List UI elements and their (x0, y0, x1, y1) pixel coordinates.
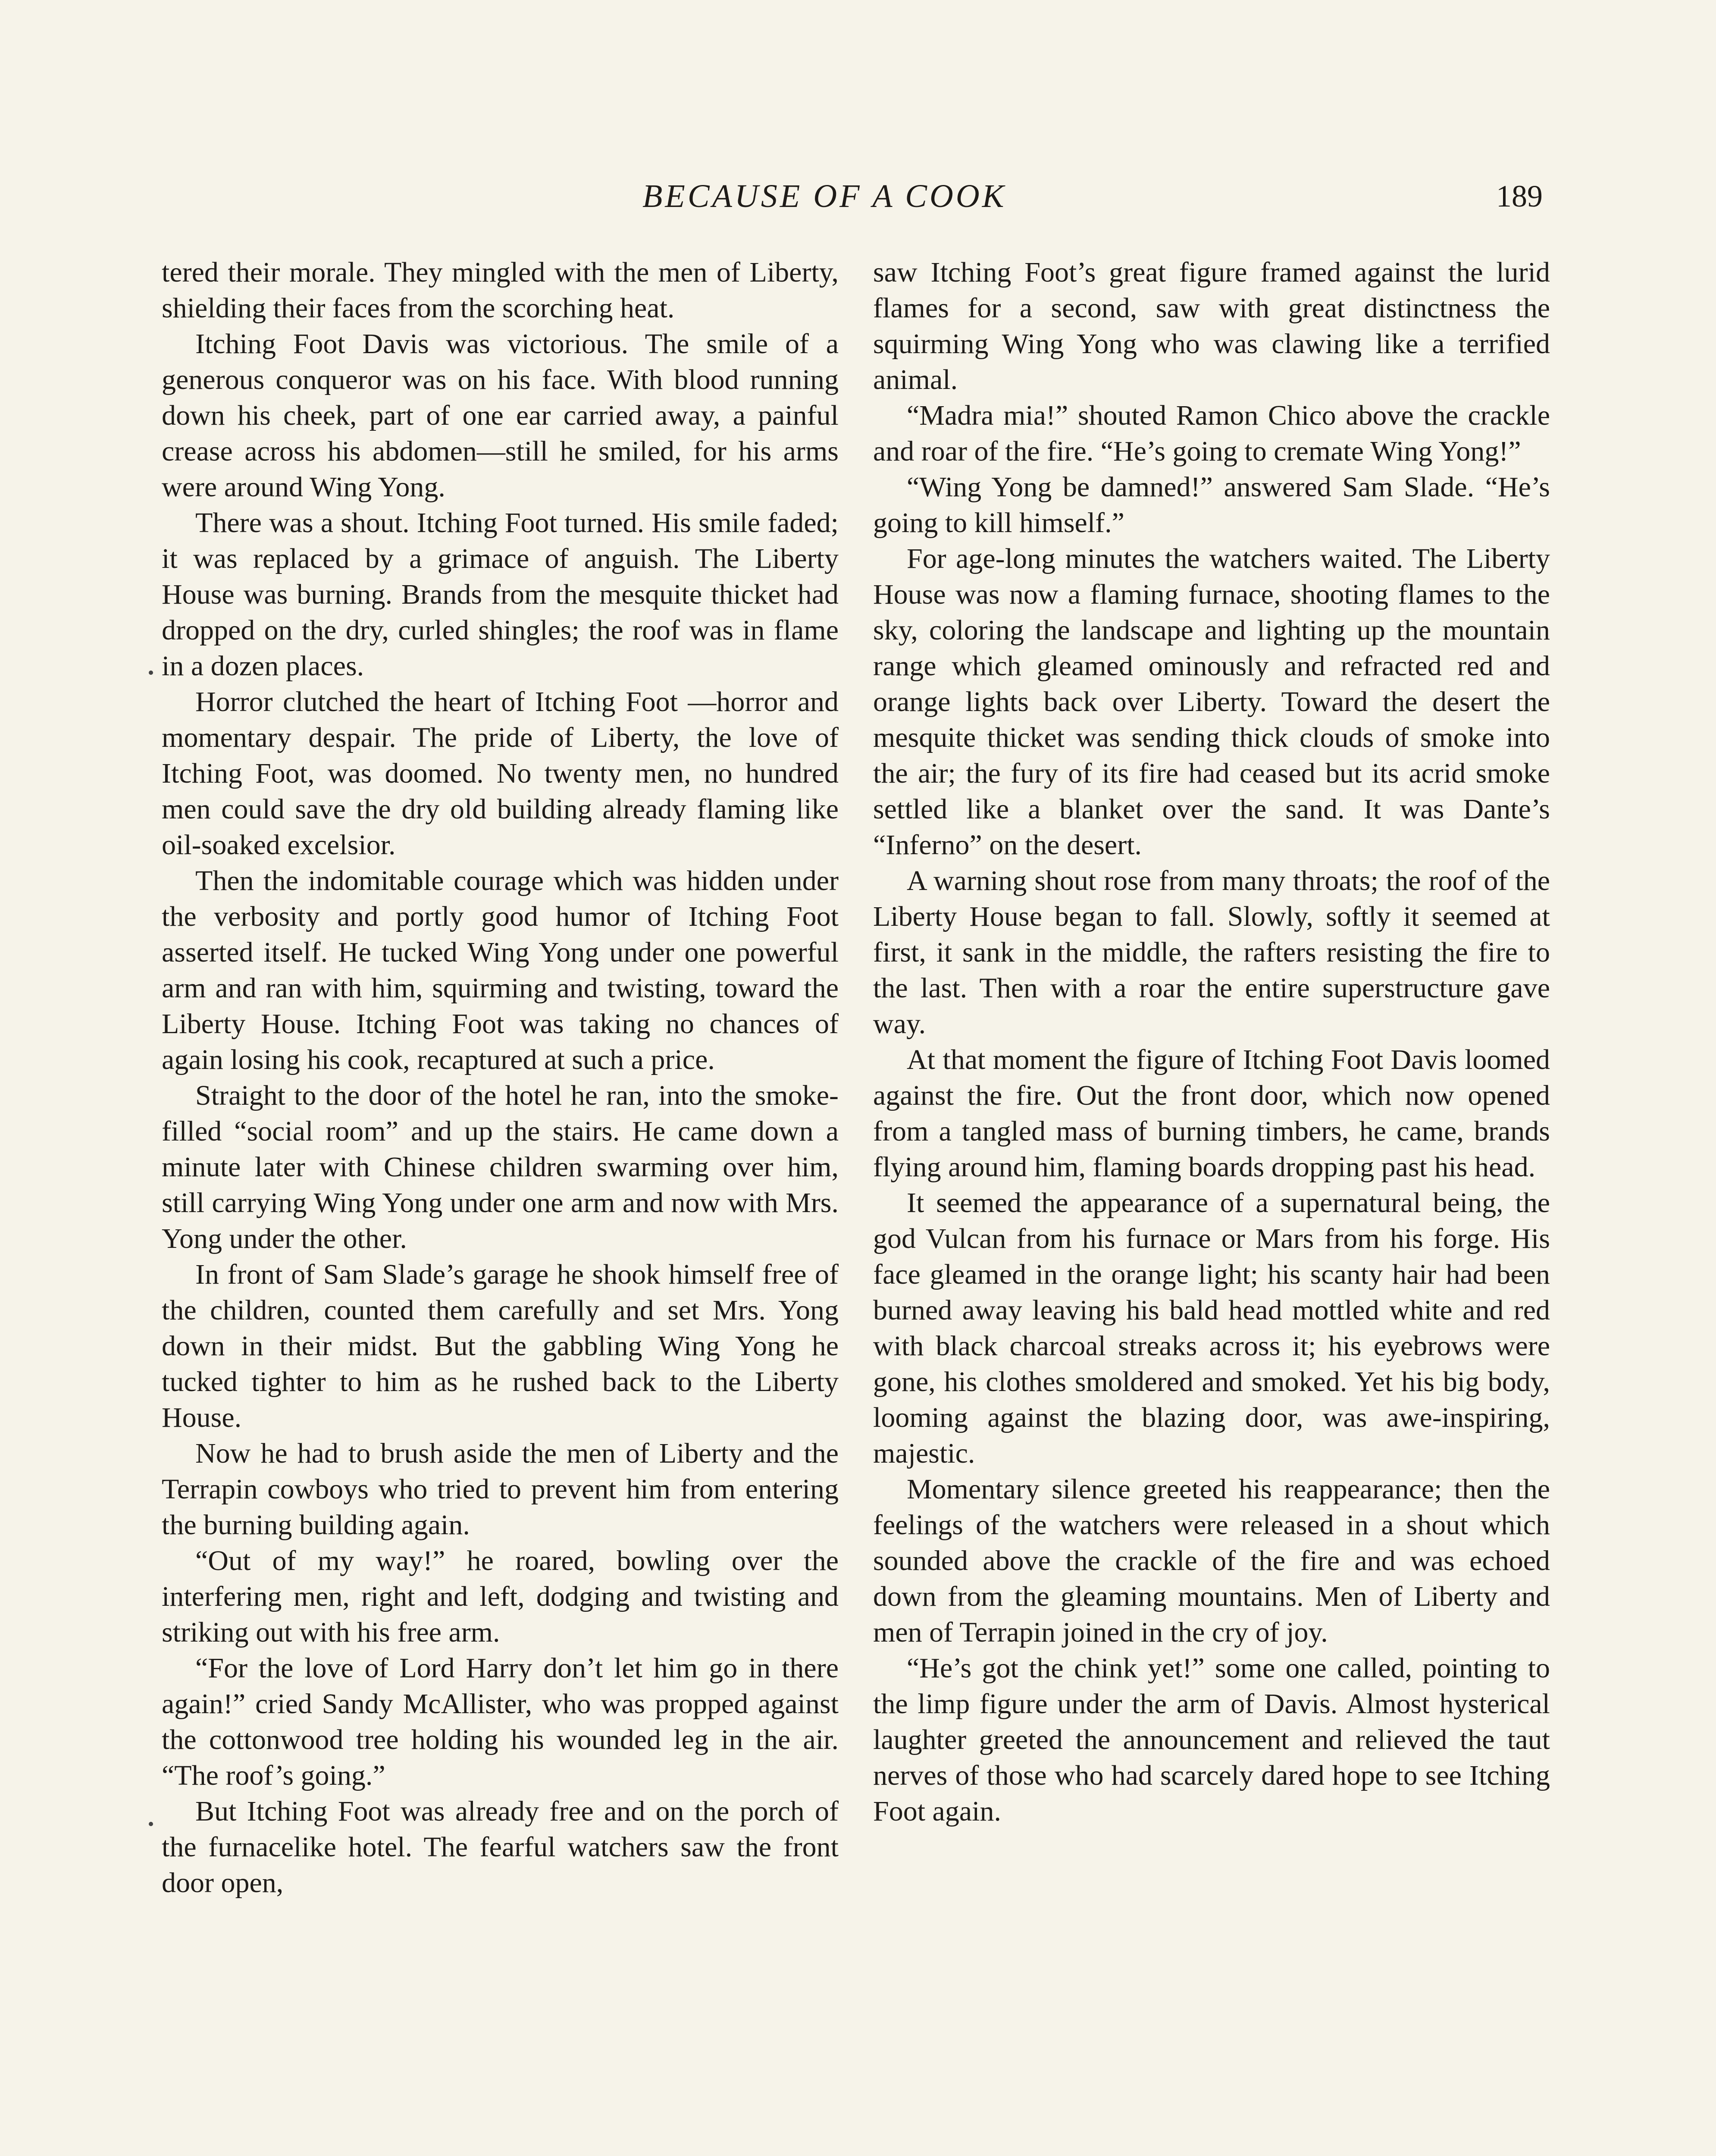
paragraph: But Itching Foot was already free and on the porch of the furnacelike hotel. The fearful watchers saw the front door open, (162, 1796, 839, 1899)
paragraph: For age-long minutes the watchers waited. The Liberty House was now a flaming furnace, shooting flames to the sky, coloring the landscape and lighting up the mountain range which gleamed ominously and refracted red and orange lights back over Liberty. Toward the desert the mesquite thicket was sending thick clouds of smoke into the air; the fury of its fire had ceased but its acrid smoke settled like a blanket over the sand. It was Dante’s “Inferno” on the desert. (873, 543, 1550, 861)
page-number: 189 (1496, 179, 1543, 213)
page-header (0, 172, 1716, 220)
paragraph: In front of Sam Slade’s garage he shook himself free of the children, counted them carefully and set Mrs. Yong down in their midst. But the gabbling Wing Yong he tucked tighter to him as he rushed back to the Liberty House. (162, 1259, 839, 1433)
paragraph: “Wing Yong be damned!” answered Sam Slade. “He’s going to kill himself.” (873, 471, 1550, 539)
margin-dot (149, 1822, 153, 1826)
paragraph: tered their morale. They mingled with the men of Liberty, shielding their faces from the scorching heat. (162, 257, 839, 324)
paragraph: Itching Foot Davis was victorious. The smile of a generous conqueror was on his face. With blood running down his cheek, part of one ear carried away, a painful crease across his abdomen—still he smiled, for his arms were around Wing Yong. (162, 328, 839, 503)
paragraph: “For the love of Lord Harry don’t let him go in there again!” cried Sandy McAllister, who was propped against the cottonwood tree holding his wounded leg in the air. “The roof’s going.” (162, 1652, 839, 1791)
running-title: BECAUSE OF A COOK (642, 178, 1007, 214)
paragraph: Then the indomitable courage which was hidden under the verbosity and portly good humor of Itching Foot asserted itself. He tucked Wing Yong under one powerful arm and ran with him, squirming and twisting, toward the Liberty House. Itching Foot was taking no chances of again losing his cook, recaptured at such a price. (162, 865, 839, 1075)
margin-dot (149, 671, 153, 675)
paragraph: Momentary silence greeted his reappearance; then the feelings of the watchers were released in a shout which sounded above the crackle of the fire and was echoed down from the gleaming mountains. Men of Liberty and men of Terrapin joined in the cry of joy. (873, 1473, 1550, 1648)
left-column (162, 254, 839, 1901)
paragraph: A warning shout rose from many throats; the roof of the Liberty House began to fall. Slowly, softly it seemed at first, it sank in the middle, the rafters resisting the fire to the last. Then with a roar the entire superstructure gave way. (873, 865, 1550, 1040)
paragraph: Now he had to brush aside the men of Liberty and the Terrapin cowboys who tried to prevent him from entering the burning building again. (162, 1438, 839, 1541)
paragraph: It seemed the appearance of a supernatural being, the god Vulcan from his furnace or Mars from his forge. His face gleamed in the orange light; his scanty hair had been burned away leaving his bald head mottled white and red with black charcoal streaks across it; his eyebrows were gone, his clothes smoldered and smoked. Yet his big body, looming against the blazing door, was awe-inspiring, majestic. (873, 1187, 1550, 1469)
paragraph: Straight to the door of the hotel he ran, into the smoke-filled “social room” and up the stairs. He came down a minute later with Chinese children swarming over him, still carrying Wing Yong under one arm and now with Mrs. Yong under the other. (162, 1080, 839, 1254)
paragraph: “He’s got the chink yet!” some one called, pointing to the limp figure under the arm of Davis. Almost hysterical laughter greeted the announcement and relieved the taut nerves of those who had scarcely dared hope to see Itching Foot again. (873, 1652, 1550, 1827)
paragraph: saw Itching Foot’s great figure framed against the lurid flames for a second, saw with great distinctness the squirming Wing Yong who was clawing like a terrified animal. (873, 257, 1550, 395)
right-column (873, 254, 1550, 1829)
paragraph: Horror clutched the heart of Itching Foot —horror and momentary despair. The pride of Liberty, the love of Itching Foot, was doomed. No twenty men, no hundred men could save the dry old building already flaming like oil-soaked excelsior. (162, 686, 839, 861)
paragraph: “Madra mia!” shouted Ramon Chico above the crackle and roar of the fire. “He’s going to cremate Wing Yong!” (873, 400, 1550, 467)
paragraph: At that moment the figure of Itching Foot Davis loomed against the fire. Out the front door, which now opened from a tangled mass of burning timbers, he came, brands flying around him, flaming boards dropping past his head. (873, 1044, 1550, 1183)
paragraph: There was a shout. Itching Foot turned. His smile faded; it was replaced by a grimace of anguish. The Liberty House was burning. Brands from the mesquite thicket had dropped on the dry, curled shingles; the roof was in flame in a dozen places. (162, 507, 839, 682)
paragraph: “Out of my way!” he roared, bowling over the interfering men, right and left, dodging and twisting and striking out with his free arm. (162, 1545, 839, 1648)
